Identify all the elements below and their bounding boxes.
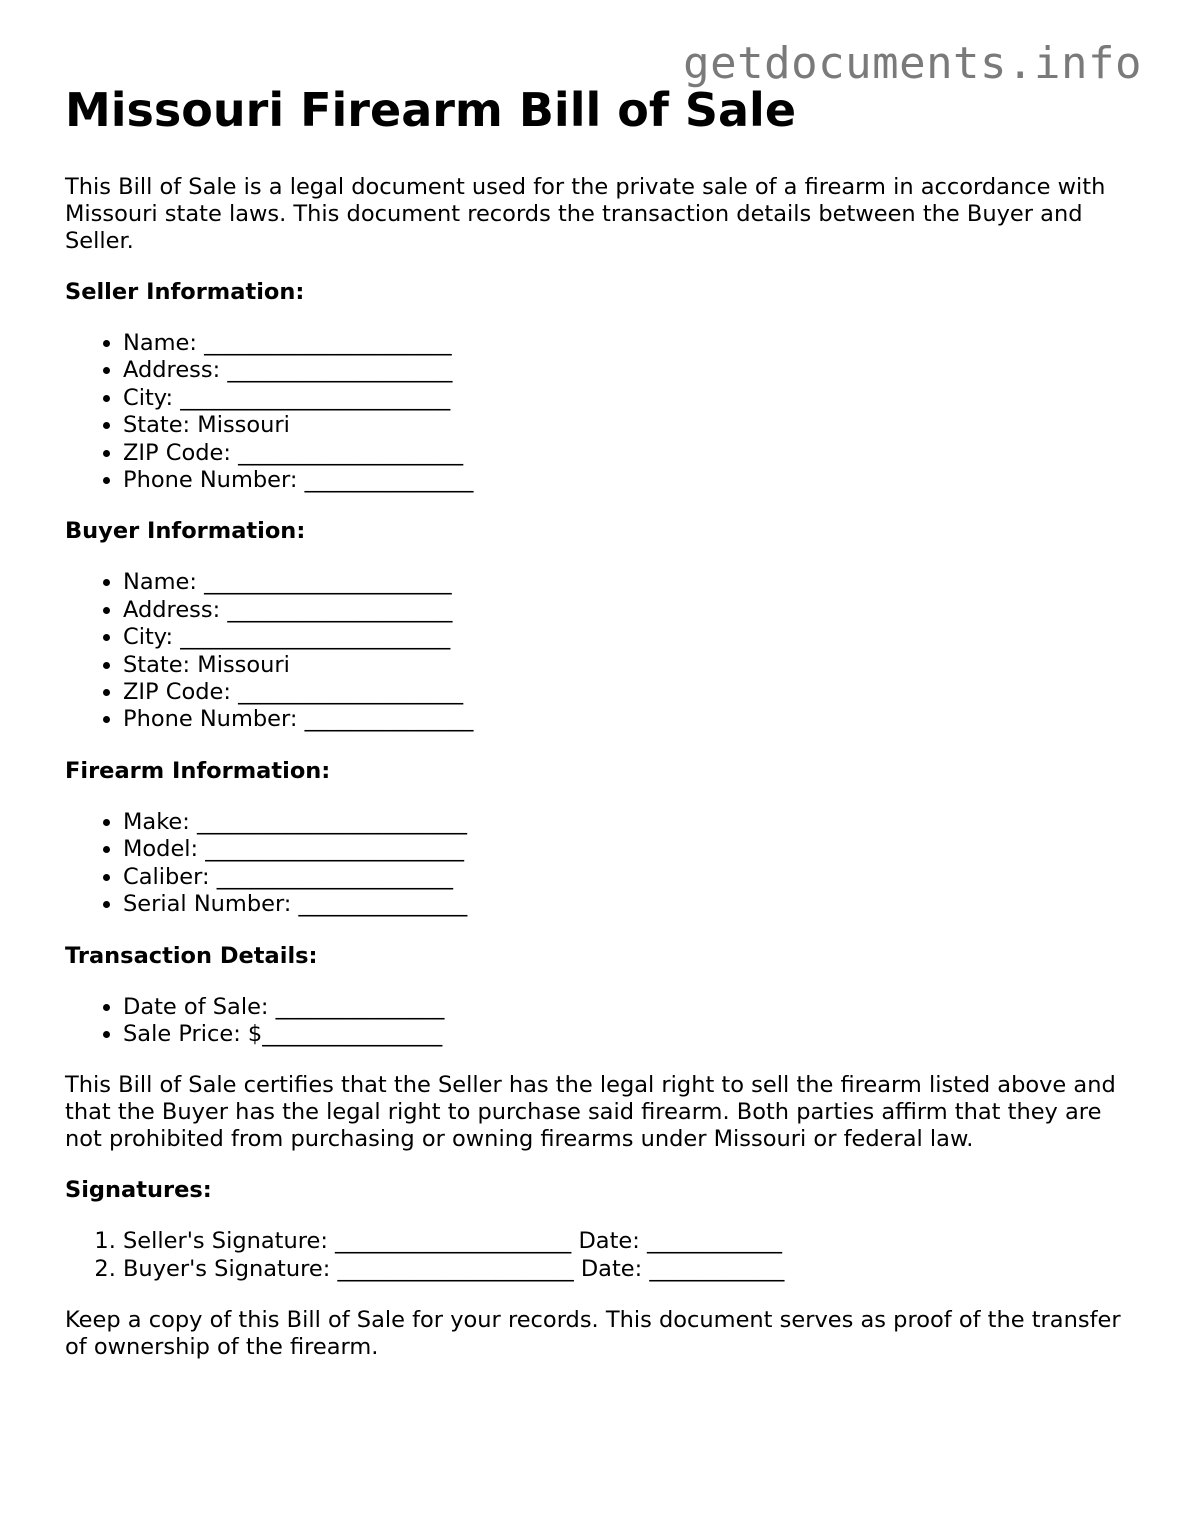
buyer-signature-field[interactable]: 2. Buyer's Signature: _____________________ Date: ____________ [123,1256,1125,1283]
buyer-name-field[interactable]: • Name: ______________________ [123,569,1125,596]
signatures-list [65,1228,1125,1283]
sale-price-field[interactable]: • Sale Price: $________________ [123,1021,1125,1048]
seller-state-field: • State: Missouri [123,412,1125,439]
sale-date-field[interactable]: • Date of Sale: _______________ [123,994,1125,1021]
firearm-model-field[interactable]: • Model: _______________________ [123,836,1125,863]
firearm-serial-field[interactable]: • Serial Number: _______________ [123,891,1125,918]
buyer-address-field[interactable]: • Address: ____________________ [123,597,1125,624]
seller-section-heading: Seller Information: [65,279,305,305]
buyer-section-heading: Buyer Information: [65,518,306,545]
seller-zip-field[interactable]: • ZIP Code: ____________________ [123,440,1125,467]
buyer-city-field[interactable]: • City: ________________________ [123,624,1125,651]
document-title: Missouri Firearm Bill of Sale [65,83,797,137]
watermark: getdocuments.info [683,38,1142,89]
transaction-section-heading: Transaction Details: [65,942,318,969]
firearm-section-heading: Firearm Information: [65,757,331,784]
signatures-section-heading: Signatures: [65,1177,212,1204]
firearm-make-field[interactable]: • Make: ________________________ [123,809,1125,836]
buyer-phone-field[interactable]: • Phone Number: _______________ [123,706,1125,733]
document-page [65,78,1125,1361]
intro-paragraph: This Bill of Sale is a legal document used for the private sale of a firearm in accordance with Missouri state laws. This document records the transaction details between the Buyer and Seller. [65,174,1106,254]
seller-name-field[interactable]: • Name: ______________________ [123,330,1125,357]
seller-info-list [65,330,1125,494]
buyer-info-list [65,569,1125,733]
seller-phone-field[interactable]: • Phone Number: _______________ [123,467,1125,494]
closing-paragraph: Keep a copy of this Bill of Sale for your records. This document serves as proof of the transfer of ownership of the firearm. [65,1307,1121,1361]
seller-signature-field[interactable]: 1. Seller's Signature: _____________________ Date: ____________ [123,1228,1125,1255]
seller-address-field[interactable]: • Address: ____________________ [123,357,1125,384]
buyer-state-field: • State: Missouri [123,652,1125,679]
buyer-zip-field[interactable]: • ZIP Code: ____________________ [123,679,1125,706]
transaction-info-list [65,994,1125,1049]
seller-city-field[interactable]: • City: ________________________ [123,385,1125,412]
firearm-info-list [65,809,1125,919]
certification-paragraph: This Bill of Sale certifies that the Seller has the legal right to sell the firearm listed above and that the Buyer has the legal right to purchase said firearm. Both parties affirm that they are not prohibited from purchasing or owning firearms under Missouri or federal law. [65,1072,1116,1153]
firearm-caliber-field[interactable]: • Caliber: _____________________ [123,864,1125,891]
